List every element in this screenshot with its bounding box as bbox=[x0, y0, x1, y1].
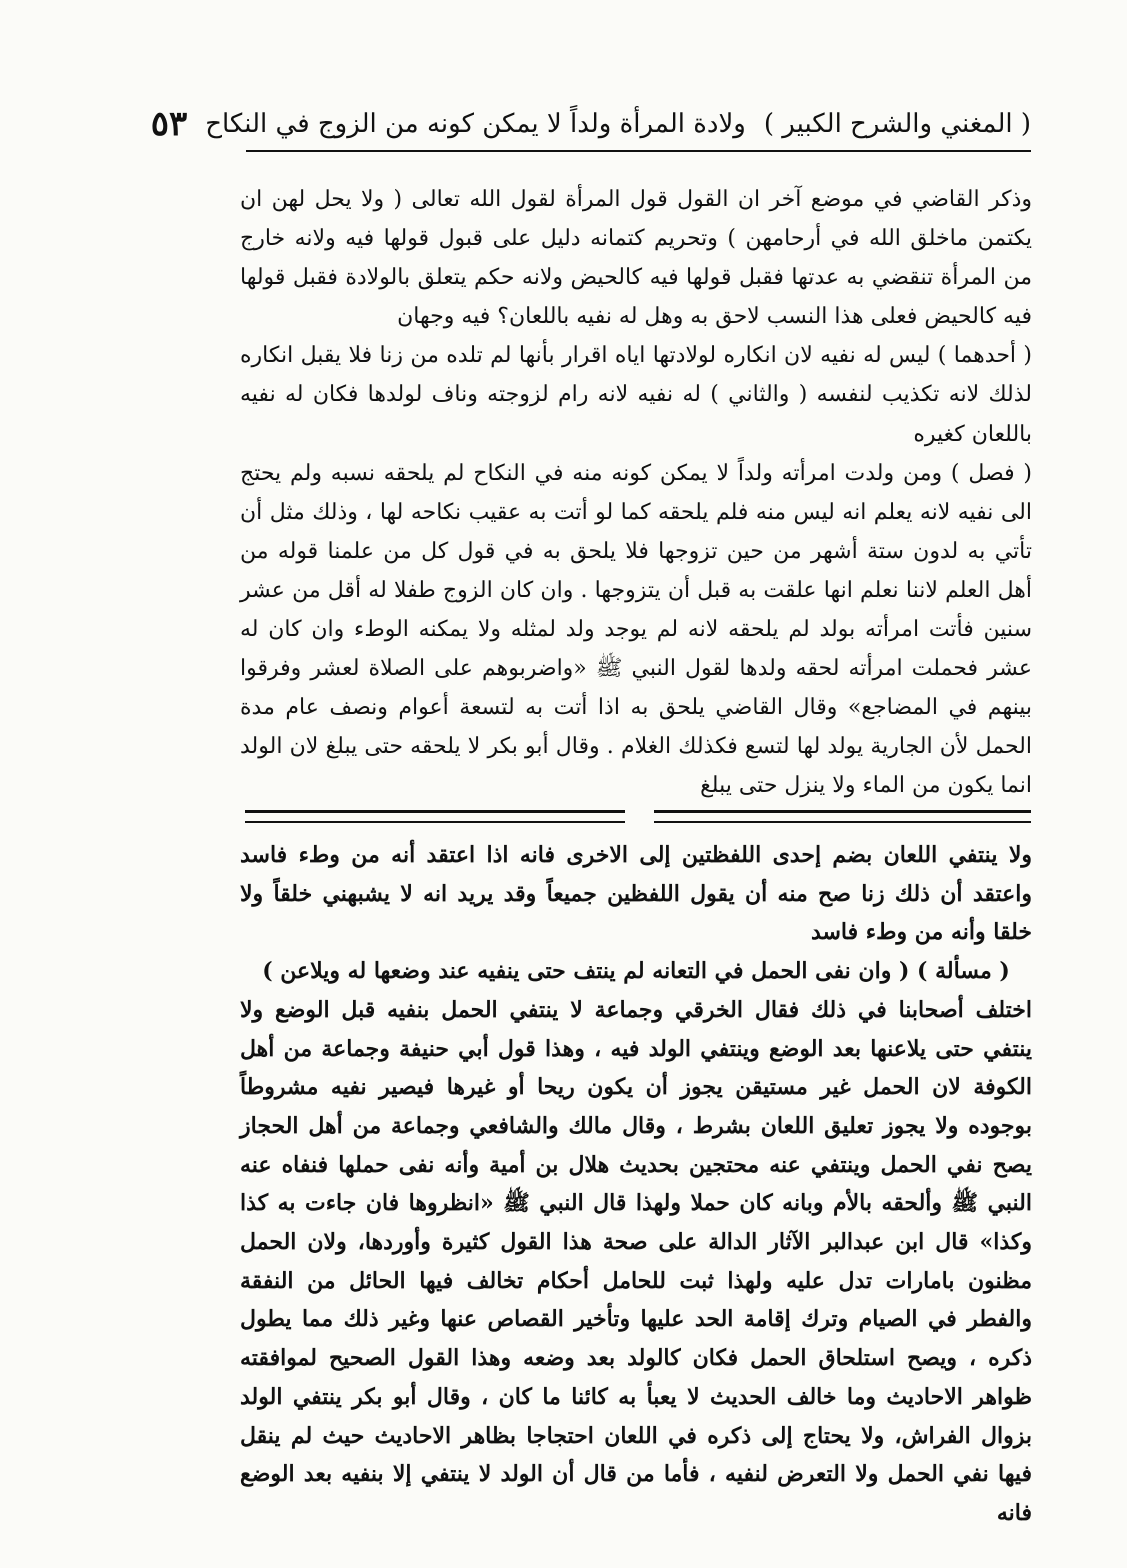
masala-heading: ( مسألة ) ( وان نفى الحمل في التعانه لم ينتف حتى ينفيه عند وضعها له ويلاعن ) bbox=[262, 958, 1010, 985]
running-header bbox=[150, 102, 1031, 146]
sharh-text-block bbox=[240, 180, 1032, 806]
page-number: ٥٣ bbox=[150, 104, 188, 144]
section-divider-right bbox=[654, 810, 1031, 823]
paragraph-lian: ولا ينتفي اللعان بضم إحدى اللفظتين إلى الاخرى فانه اذا اعتقد أنه من وطء فاسد واعتقد أن ذلك زنا صح منه أن يقول اللفظين جميعاً وقد يريد انه لا يشبهني خلقاً ولا خلقا وأنه من وطء فاسد bbox=[240, 842, 1032, 946]
book-title: ( المغني والشرح الكبير ) bbox=[763, 109, 1031, 139]
commentary-text-block bbox=[240, 836, 1032, 1533]
paragraph-qadi: وذكر القاضي في موضع آخر ان القول قول المرأة لقول الله تعالى ( ولا يحل لهن ان يكتمن ماخلق الله في أرحامهن ) وتحريم كتمانه دليل على قبول قولها فيه ولانه خارج من المرأة تنقضي به عدتها فقبل قولها فيه كالحيض ولانه حكم يتعلق بالولادة فقبل قولها فيه كالحيض فعلى هذا النسب لاحق به وهل له نفيه باللعان؟ فيه وجهان bbox=[240, 187, 1032, 330]
section-divider-left bbox=[245, 810, 625, 823]
paragraph-fasl: ( فصل ) ومن ولدت امرأته ولداً لا يمكن كونه منه في النكاح لم يلحقه نسبه ولم يحتج الى نفيه لانه يعلم انه ليس منه فلم يلحقه كما لو أتت به عقيب نكاحه لها ، وذلك مثل أن تأتي به لدون ستة أشهر من حين تزوجها فلا يلحق به في قول كل من علمنا قوله من أهل العلم لاننا نعلم انها علقت به قبل أن يتزوجها . وان كان الزوج طفلا له أقل من عشر سنين فأتت امرأته بولد لم يلحقه لانه لم يوجد ولد لمثله ولا يمكنه الوطء وان كان له عشر فحملت امرأته لحقه ولدها لقول النبي ﷺ «واضربوهم على الصلاة لعشر وفرقوا بينهم في المضاجع» وقال القاضي يلحق به اذا أتت به لتسعة أعوام ونصف عام مدة الحمل لأن الجارية يولد لها لتسع فكذلك الغلام . وقال أبو بكر لا يلحقه حتى يبلغ لان الولد انما يكون من الماء ولا ينزل حتى يبلغ bbox=[240, 460, 1032, 799]
paragraph-ikhtilaf: اختلف أصحابنا في ذلك فقال الخرقي وجماعة لا ينتفي الحمل بنفيه قبل الوضع ولا ينتفي حتى يلاعنها بعد الوضع وينتفي الولد فيه ، وهذا قول أبي حنيفة وجماعة من أهل الكوفة لان الحمل غير مستيقن يجوز أن يكون ريحا أو غيرها فيصير نفيه مشروطاً بوجوده ولا يجوز تعليق اللعان بشرط ، وقال مالك والشافعي وجماعة من أهل الحجاز يصح نفي الحمل وينتفي عنه محتجين بحديث هلال بن أمية وأنه نفى حملها فنفاه عنه النبي ﷺ وألحقه بالأم وبانه كان حملا ولهذا قال النبي ﷺ «انظروها فان جاءت به كذا وكذا» قال ابن عبدالبر الآثار الدالة على صحة هذا القول كثيرة وأوردها، ولان الحمل مظنون بامارات تدل عليه ولهذا ثبت للحامل أحكام تخالف فيها الحائل من النفقة والفطر في الصيام وترك إقامة الحد عليها وتأخير القصاص عنها وغير ذلك مما يطول ذكره ، ويصح استلحاق الحمل فكان كالولد بعد وضعه وهذا القول الصحيح لموافقته ظواهر الاحاديث وما خالف الحديث لا يعبأ به كائنا ما كان ، وقال أبو بكر ينتفي الولد بزوال الفراش، ولا يحتاج إلى ذكره في اللعان احتجاجا بظاهر الاحاديث حيث لم ينقل فيها نفي الحمل ولا التعرض لنفيه ، فأما من قال أن الولد لا ينتفي إلا بنفيه بعد الوضع فانه bbox=[240, 996, 1032, 1526]
paragraph-two-views: ( أحدهما ) ليس له نفيه لان انكاره لولادتها اياه اقرار بأنها لم تلده من زنا فلا يقبل انكاره لذلك لانه تكذيب لنفسه ( والثاني ) له نفيه لانه رام لزوجته وناف لولدها فكان له نفيه باللعان كغيره bbox=[240, 343, 1032, 447]
section-topic: ولادة المرأة ولداً لا يمكن كونه من الزوج في النكاح bbox=[205, 109, 746, 139]
header-rule bbox=[246, 150, 1031, 152]
